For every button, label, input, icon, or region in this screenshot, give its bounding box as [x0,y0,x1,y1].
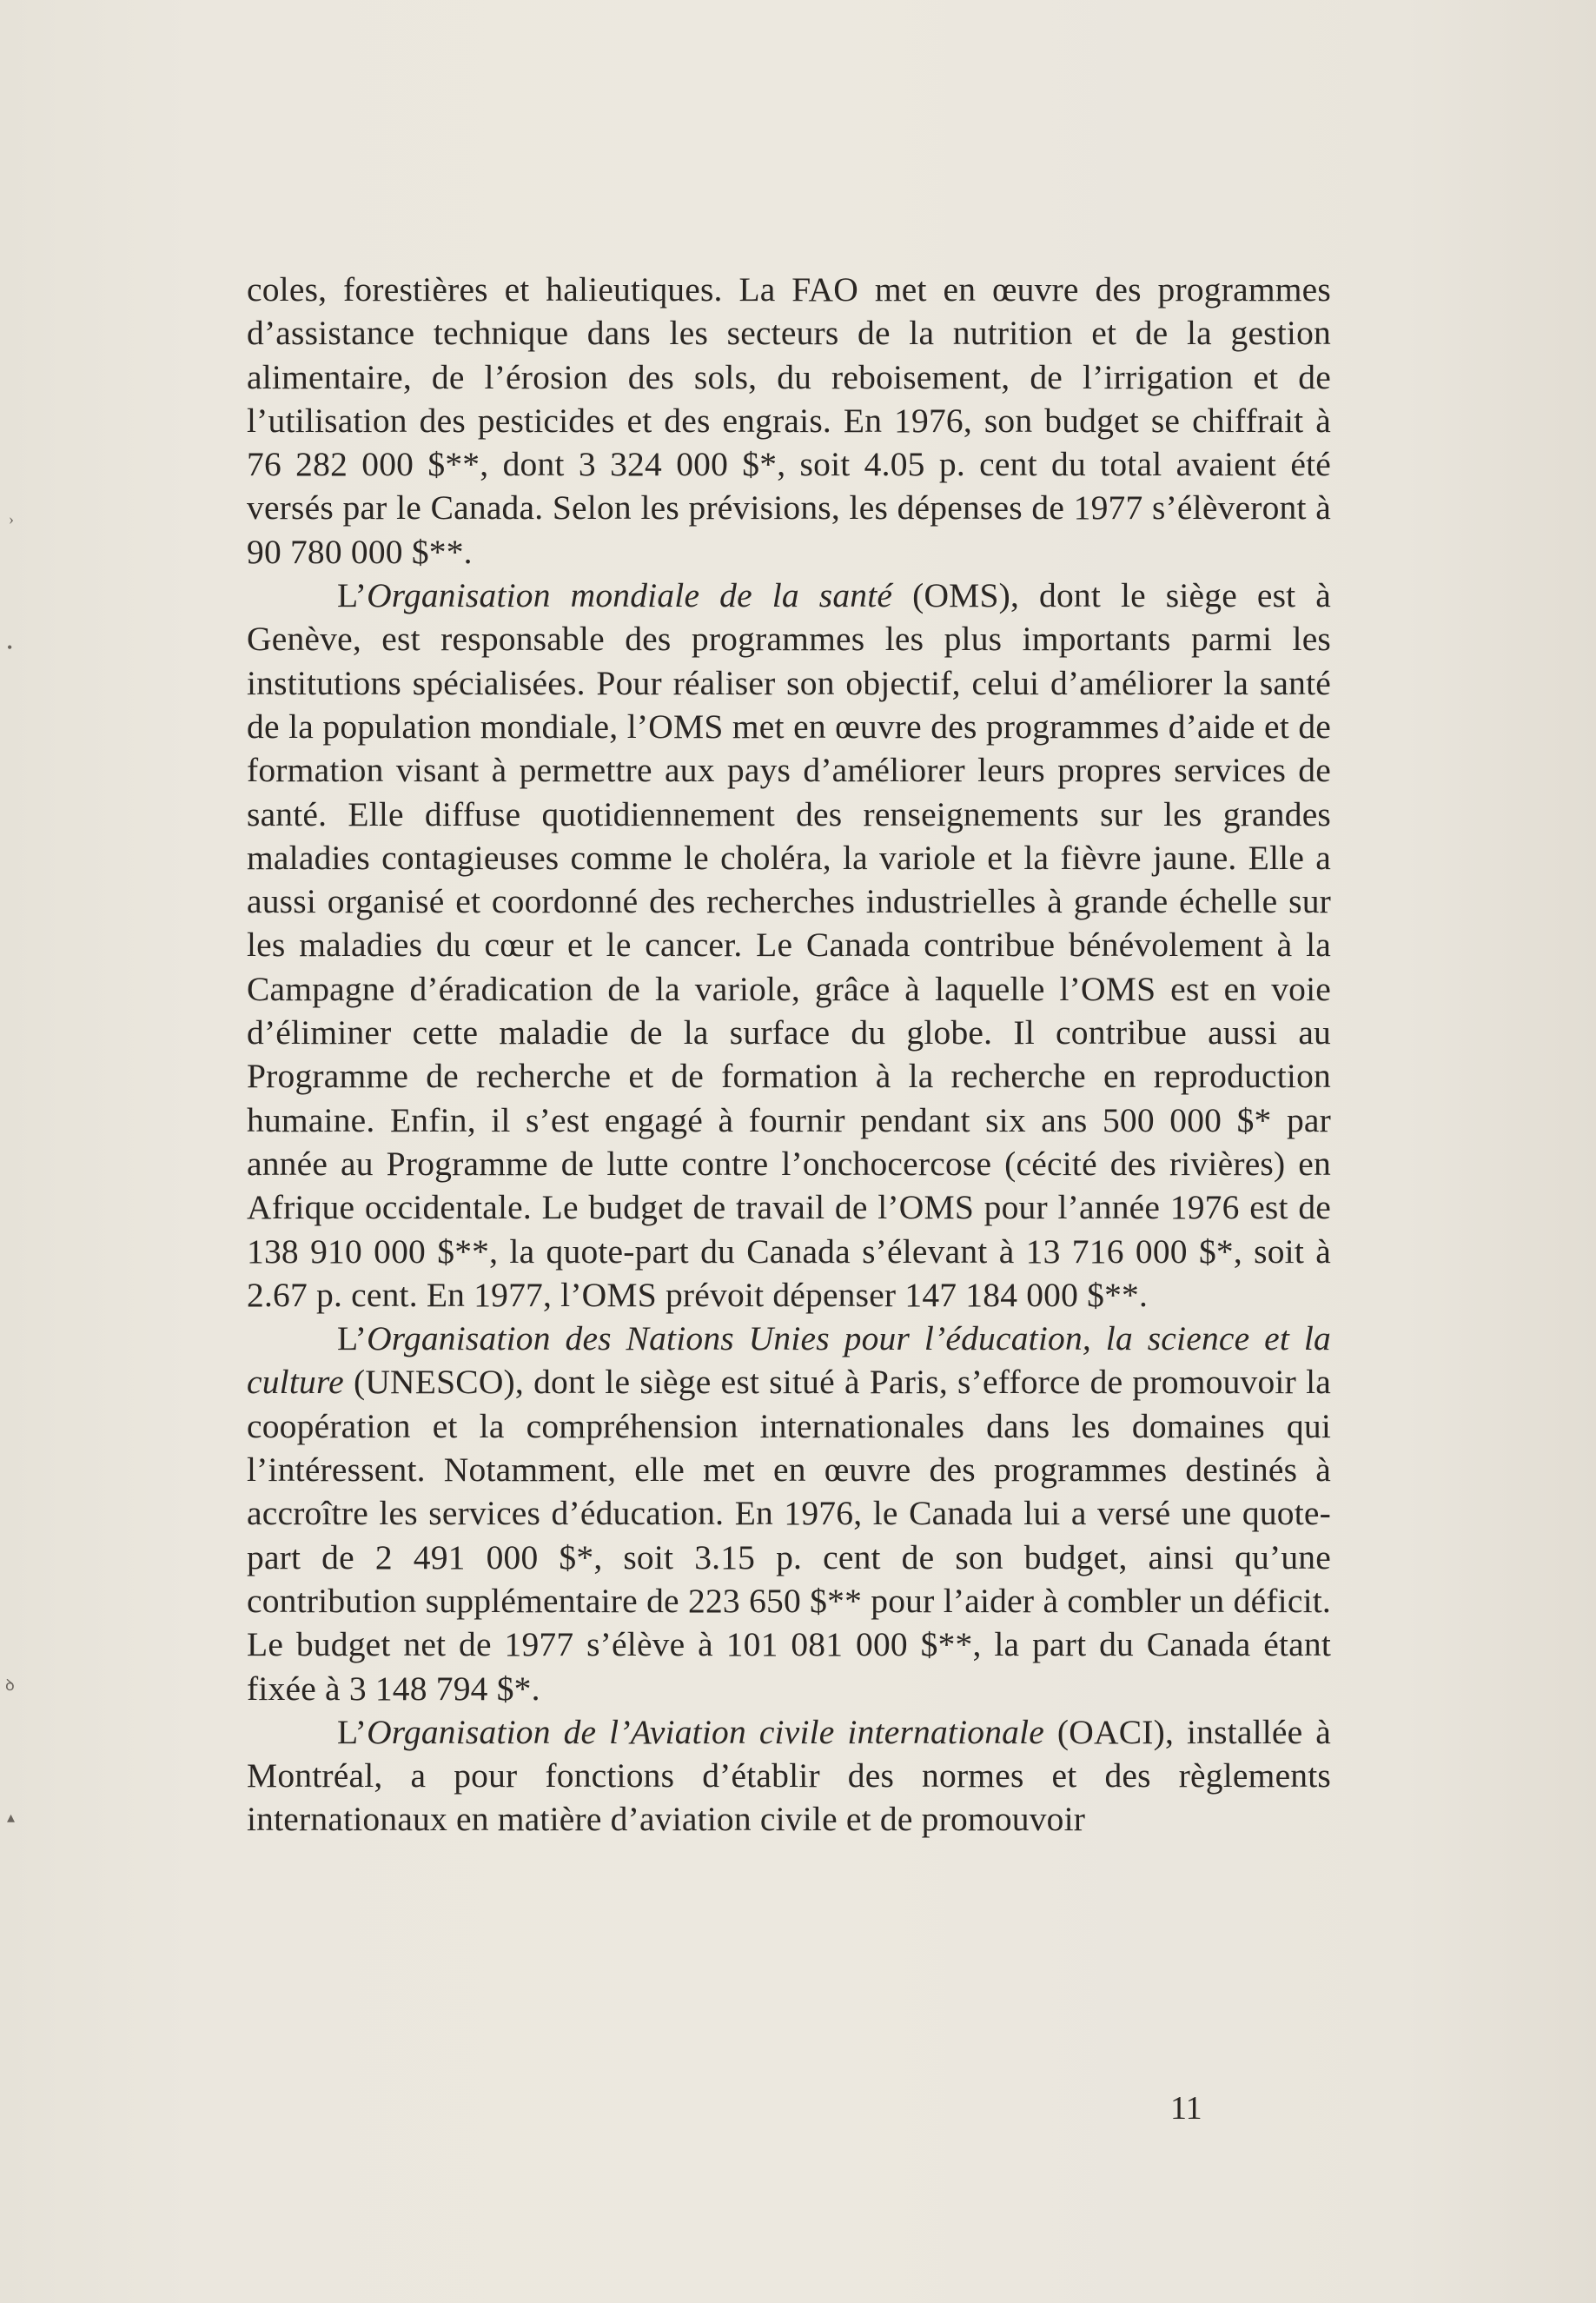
paragraph-oms [247,574,1331,1317]
paragraph-fao [247,268,1331,574]
paragraph-oaci [247,1710,1331,1842]
paragraph-unesco [247,1317,1331,1710]
paragraph-text: L’ [337,1712,368,1751]
page-number: 11 [1170,2090,1202,2127]
margin-tick-mark: • [7,639,13,656]
paragraph-text: coles, forestières et halieutiques. La FAO met en œuvre des programmes d’assistance technique dans les secteurs de la nutrition et de la gestion alimentaire, de l’érosion des sols, du reboisement, de l’irrigation et de l’utilisation des pesticides et des engrais. En 1976, son budget se chiffrait à 76 282 000 $**, dont 3 324 000 $*, soit 4.05 p. cent du total avaient été versés par le Canada. Selon les prévisions, les dépenses de 1977 s’élèveront à 90 780 000 $**. [247,270,1331,571]
margin-tick-mark: ꝺ [5,1676,15,1694]
paragraph-text: L’ [337,1319,368,1358]
paragraph-text: (OACI), installée à Montréal, a pour fonctions d’établir des normes et des règlements internationaux en matière d’aviation civile et de promouvoir [247,1712,1331,1839]
paragraph-text: (UNESCO), dont le siège est situé à Paris, s’efforce de promouvoir la coopération et la compréhension internationales dans les domaines qui l’intéressent. Notamment, elle met en œuvre des programmes destinés à accroître les services d’éducation. En 1976, le Canada lui a versé une quote-part de 2 491 000 $*, soit 3.15 p. cent de son budget, ainsi qu’une contribution supplémentaire de 223 650 $** pour l’aider à combler un déficit. Le budget net de 1977 s’élève à 101 081 000 $**, la part du Canada étant fixée à 3 148 794 $*. [247,1363,1331,1708]
body-text [247,268,1331,1842]
margin-tick-mark: ▴ [7,1809,16,1826]
organization-name: Organisation mondiale de la santé [367,576,893,615]
paragraph-text: (OMS), dont le siège est à Genève, est responsable des programmes les plus importants parmi les institutions spécialisées. Pour réaliser son objectif, celui d’améliorer la santé de la population mondiale, l’OMS met en œuvre des programmes d’aide et de formation visant à permettre aux pays d’améliorer leurs propres services de santé. Elle diffuse quotidiennement des renseignements sur les grandes maladies contagieuses comme le choléra, la variole et la fièvre jaune. Elle a aussi organisé et coordonné des recherches industrielles à grande échelle sur les maladies du cœur et le cancer. Le Canada contribue bénévolement à la Campagne d’éradication de la variole, grâce à laquelle l’OMS est en voie d’éliminer cette maladie de la surface du globe. Il contribue aussi au Programme de recherche et de formation à la recherche en reproduction humaine. Enfin, il s’est engagé à fournir pendant six ans 500 000 $* par année au Programme de lutte contre l’onchocercose (cécité des rivières) en Afrique occidentale. Le budget de travail de l’OMS pour l’année 1976 est de 138 910 000 $**, la quote-part du Canada s’élevant à 13 716 000 $*, soit à 2.67 p. cent. En 1977, l’OMS prévoit dépenser 147 184 000 $**. [247,576,1332,1314]
margin-tick-mark: › [9,510,14,528]
organization-name: Organisation des Nations Unies pour l’éducation, la science et la culture [247,1319,1331,1402]
paragraph-text: L’ [337,576,368,615]
organization-name: Organisation de l’Aviation civile internationale [367,1712,1045,1751]
